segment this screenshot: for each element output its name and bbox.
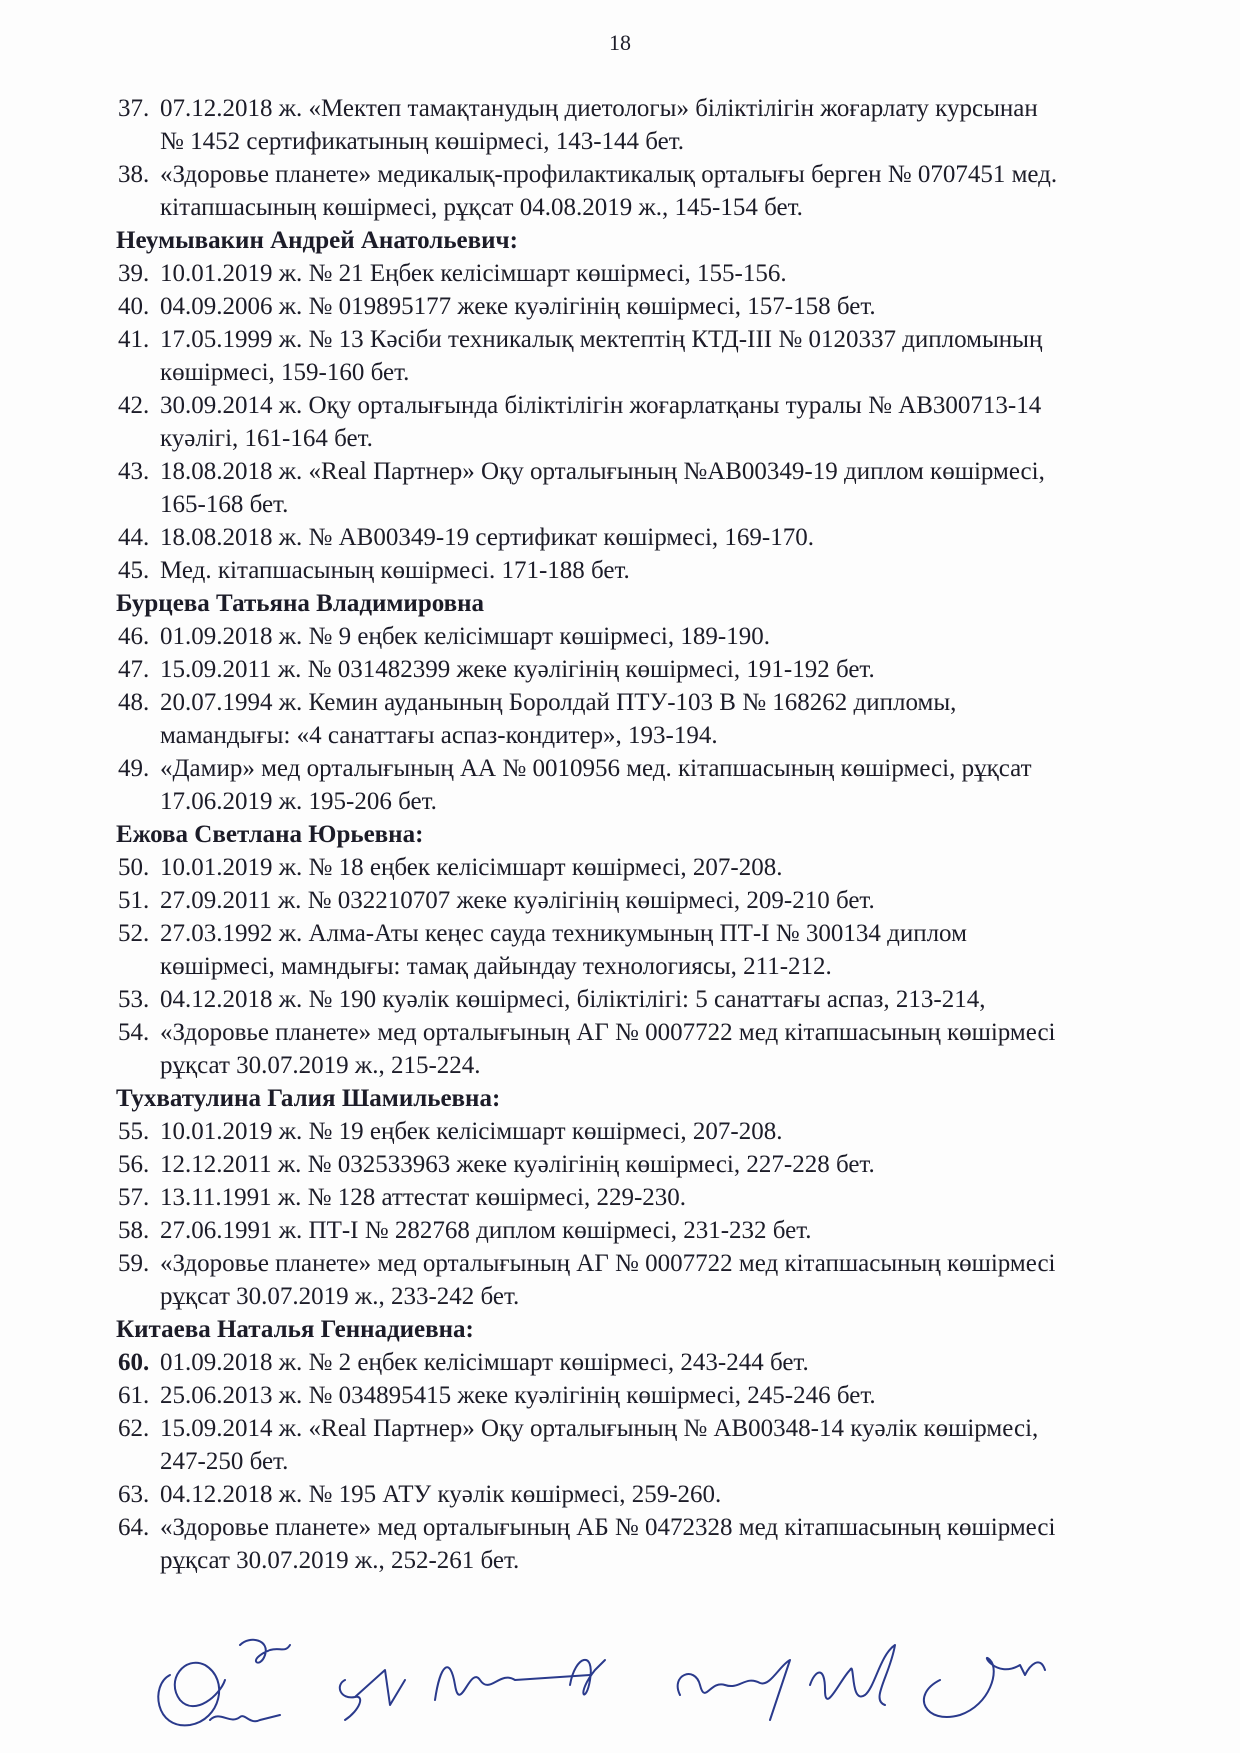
item-text-block bbox=[160, 1214, 1198, 1247]
item-text-block bbox=[160, 455, 1198, 521]
list-item bbox=[118, 1346, 1198, 1379]
item-text-continuation: 17.06.2019 ж. 195-206 бет. bbox=[160, 788, 437, 815]
item-text: 12.12.2011 ж. № 032533963 жеке куәлігінің көшірмесі, 227-228 бет. bbox=[160, 1151, 875, 1178]
item-text: 04.12.2018 ж. № 190 куәлік көшірмесі, біліктілігі: 5 санаттағы аспаз, 213-214, bbox=[160, 986, 986, 1013]
item-text-block bbox=[160, 917, 1198, 983]
item-text: 04.09.2006 ж. № 019895177 жеке куәлігінің көшірмесі, 157-158 бет. bbox=[160, 293, 876, 320]
list-item bbox=[118, 158, 1198, 224]
item-text: 10.01.2019 ж. № 18 еңбек келісімшарт көшірмесі, 207-208. bbox=[160, 854, 783, 881]
item-text: 10.01.2019 ж. № 19 еңбек келісімшарт көшірмесі, 207-208. bbox=[160, 1118, 783, 1145]
list-item bbox=[118, 884, 1198, 917]
item-number: 58. bbox=[118, 1217, 150, 1244]
item-text-block bbox=[160, 653, 1198, 686]
item-number: 47. bbox=[118, 656, 150, 683]
page-number: 18 bbox=[609, 30, 631, 55]
item-text-continuation: куәлігі, 161-164 бет. bbox=[160, 425, 373, 452]
signatures-block bbox=[150, 1625, 1140, 1745]
item-text-block bbox=[160, 620, 1198, 653]
item-text-block bbox=[160, 1247, 1198, 1313]
item-number: 54. bbox=[118, 1019, 150, 1046]
item-text-continuation: көшірмесі, 159-160 бет. bbox=[160, 359, 410, 386]
list-item bbox=[118, 686, 1198, 752]
item-text: 04.12.2018 ж. № 195 АТУ куәлік көшірмесі, 259-260. bbox=[160, 1481, 722, 1508]
item-text: 20.07.1994 ж. Кемин ауданының Боролдай ПТУ-103 В № 168262 дипломы, bbox=[160, 689, 957, 716]
list-item bbox=[118, 1148, 1198, 1181]
list-item bbox=[118, 620, 1198, 653]
list-item bbox=[118, 1247, 1198, 1313]
person-name-heading: Тухватулина Галия Шамильевна: bbox=[116, 1085, 501, 1112]
item-text-block bbox=[160, 323, 1198, 389]
section bbox=[118, 92, 1198, 224]
person-name-heading: Бурцева Татьяна Владимировна bbox=[116, 590, 485, 617]
item-text-block bbox=[160, 752, 1198, 818]
item-number: 46. bbox=[118, 623, 150, 650]
section bbox=[118, 818, 1198, 1082]
item-number: 62. bbox=[118, 1415, 150, 1442]
list-item bbox=[118, 92, 1198, 158]
list-item bbox=[118, 521, 1198, 554]
item-text-block bbox=[160, 1016, 1198, 1082]
section bbox=[118, 224, 1198, 587]
item-text: «Дамир» мед орталығының АА № 0010956 мед. кітапшасының көшірмесі, рұқсат bbox=[160, 755, 1032, 782]
item-text-block bbox=[160, 290, 1198, 323]
item-text-continuation: көшірмесі, мамндығы: тамақ дайындау технологиясы, 211-212. bbox=[160, 953, 832, 980]
item-text-block bbox=[160, 1115, 1198, 1148]
list-item bbox=[118, 389, 1198, 455]
item-number: 57. bbox=[118, 1184, 150, 1211]
item-text-continuation: № 1452 сертификатының көшірмесі, 143-144 бет. bbox=[160, 128, 685, 155]
item-number: 55. bbox=[118, 1118, 150, 1145]
item-text: 30.09.2014 ж. Оқу орталығында біліктілігін жоғарлатқаны туралы № АВ300713-14 bbox=[160, 392, 1042, 419]
list-item bbox=[118, 1181, 1198, 1214]
list-item bbox=[118, 851, 1198, 884]
item-number: 38. bbox=[118, 161, 150, 188]
item-text-block bbox=[160, 389, 1198, 455]
item-text: 13.11.1991 ж. № 128 аттестат көшірмесі, 229-230. bbox=[160, 1184, 687, 1211]
item-text: 07.12.2018 ж. «Мектеп тамақтанудың диетологы» біліктілігін жоғарлату курсынан bbox=[160, 95, 1038, 122]
list-item bbox=[118, 983, 1198, 1016]
list-item bbox=[118, 917, 1198, 983]
item-text: 10.01.2019 ж. № 21 Еңбек келісімшарт көшірмесі, 155-156. bbox=[160, 260, 787, 287]
item-text: 17.05.1999 ж. № 13 Кәсіби техникалық мектептің КТД-III № 0120337 дипломының bbox=[160, 326, 1043, 353]
item-number: 45. bbox=[118, 557, 150, 584]
item-number: 49. bbox=[118, 755, 150, 782]
document-body bbox=[118, 92, 1198, 1577]
item-text: 18.08.2018 ж. № АВ00349-19 сертификат көшірмесі, 169-170. bbox=[160, 524, 814, 551]
item-text-block bbox=[160, 1412, 1198, 1478]
list-item bbox=[118, 257, 1198, 290]
item-text: 27.03.1992 ж. Алма-Аты кеңес сауда техникумының ПТ-I № 300134 диплом bbox=[160, 920, 967, 947]
item-text: 01.09.2018 ж. № 2 еңбек келісімшарт көшірмесі, 243-244 бет. bbox=[160, 1349, 809, 1376]
item-text-block bbox=[160, 554, 1198, 587]
item-number: 50. bbox=[118, 854, 150, 881]
item-number: 61. bbox=[118, 1382, 150, 1409]
item-text-block bbox=[160, 1181, 1198, 1214]
item-number: 43. bbox=[118, 458, 150, 485]
item-text: 27.06.1991 ж. ПТ-I № 282768 диплом көшірмесі, 231-232 бет. bbox=[160, 1217, 812, 1244]
item-text-continuation: рұқсат 30.07.2019 ж., 233-242 бет. bbox=[160, 1283, 520, 1310]
item-number: 52. bbox=[118, 920, 150, 947]
item-text: 27.09.2011 ж. № 032210707 жеке куәлігінің көшірмесі, 209-210 бет. bbox=[160, 887, 875, 914]
item-text: «Здоровье планете» мед орталығының АГ № 0007722 мед кітапшасының көшірмесі bbox=[160, 1019, 1056, 1046]
list-item bbox=[118, 455, 1198, 521]
item-text: «Здоровье планете» мед орталығының АБ № 0472328 мед кітапшасының көшірмесі bbox=[160, 1514, 1056, 1541]
item-number: 64. bbox=[118, 1514, 150, 1541]
item-text-block bbox=[160, 158, 1198, 224]
list-item bbox=[118, 1016, 1198, 1082]
item-number: 56. bbox=[118, 1151, 150, 1178]
list-item bbox=[118, 653, 1198, 686]
list-item bbox=[118, 554, 1198, 587]
item-number: 48. bbox=[118, 689, 150, 716]
item-text-block bbox=[160, 1148, 1198, 1181]
item-text-block bbox=[160, 884, 1198, 917]
item-text-continuation: 165-168 бет. bbox=[160, 491, 289, 518]
item-number: 60. bbox=[118, 1349, 150, 1376]
section bbox=[118, 1313, 1198, 1577]
item-text: 15.09.2011 ж. № 031482399 жеке куәлігінің көшірмесі, 191-192 бет. bbox=[160, 656, 875, 683]
item-text-block bbox=[160, 1478, 1198, 1511]
item-number: 51. bbox=[118, 887, 150, 914]
item-text: Мед. кітапшасының көшірмесі. 171-188 бет. bbox=[160, 557, 630, 584]
item-number: 53. bbox=[118, 986, 150, 1013]
item-number: 39. bbox=[118, 260, 150, 287]
item-number: 44. bbox=[118, 524, 150, 551]
item-number: 59. bbox=[118, 1250, 150, 1277]
item-text-continuation: кітапшасының көшірмесі, рұқсат 04.08.2019 ж., 145-154 бет. bbox=[160, 194, 803, 221]
list-item bbox=[118, 1511, 1198, 1577]
handwritten-signatures-icon bbox=[150, 1625, 1140, 1745]
item-number: 40. bbox=[118, 293, 150, 320]
person-name-heading: Китаева Наталья Геннадиевна: bbox=[116, 1316, 474, 1343]
item-text-block bbox=[160, 521, 1198, 554]
item-text: 01.09.2018 ж. № 9 еңбек келісімшарт көшірмесі, 189-190. bbox=[160, 623, 770, 650]
item-text-block bbox=[160, 851, 1198, 884]
section bbox=[118, 1082, 1198, 1313]
item-text: «Здоровье планете» мед орталығының АГ № 0007722 мед кітапшасының көшірмесі bbox=[160, 1250, 1056, 1277]
list-item bbox=[118, 323, 1198, 389]
item-text-block bbox=[160, 1346, 1198, 1379]
person-name-heading: Неумывакин Андрей Анатольевич: bbox=[116, 227, 518, 254]
item-text: «Здоровье планете» медикалық-профилактикалық орталығы берген № 0707451 мед. bbox=[160, 161, 1058, 188]
list-item bbox=[118, 1412, 1198, 1478]
item-text: 18.08.2018 ж. «Real Партнер» Оқу орталығының №АВ00349-19 диплом көшірмесі, bbox=[160, 458, 1045, 485]
item-text: 25.06.2013 ж. № 034895415 жеке куәлігінің көшірмесі, 245-246 бет. bbox=[160, 1382, 876, 1409]
list-item bbox=[118, 290, 1198, 323]
item-text-block bbox=[160, 983, 1198, 1016]
item-text-continuation: 247-250 бет. bbox=[160, 1448, 289, 1475]
list-item bbox=[118, 1478, 1198, 1511]
item-text-continuation: мамандығы: «4 санаттағы аспаз-кондитер», 193-194. bbox=[160, 722, 718, 749]
person-name-heading: Ежова Светлана Юрьевна: bbox=[116, 821, 424, 848]
item-number: 41. bbox=[118, 326, 150, 353]
item-text-block bbox=[160, 1379, 1198, 1412]
item-text-block bbox=[160, 686, 1198, 752]
item-text-block bbox=[160, 92, 1198, 158]
item-number: 42. bbox=[118, 392, 150, 419]
item-text-block bbox=[160, 257, 1198, 290]
item-number: 37. bbox=[118, 95, 150, 122]
list-item bbox=[118, 1379, 1198, 1412]
list-item bbox=[118, 1214, 1198, 1247]
item-text-block bbox=[160, 1511, 1198, 1577]
item-text-continuation: рұқсат 30.07.2019 ж., 252-261 бет. bbox=[160, 1547, 520, 1574]
section bbox=[118, 587, 1198, 818]
list-item bbox=[118, 1115, 1198, 1148]
list-item bbox=[118, 752, 1198, 818]
item-text: 15.09.2014 ж. «Real Партнер» Оқу орталығының № АВ00348-14 куәлік көшірмесі, bbox=[160, 1415, 1039, 1442]
item-number: 63. bbox=[118, 1481, 150, 1508]
item-text-continuation: рұқсат 30.07.2019 ж., 215-224. bbox=[160, 1052, 481, 1079]
